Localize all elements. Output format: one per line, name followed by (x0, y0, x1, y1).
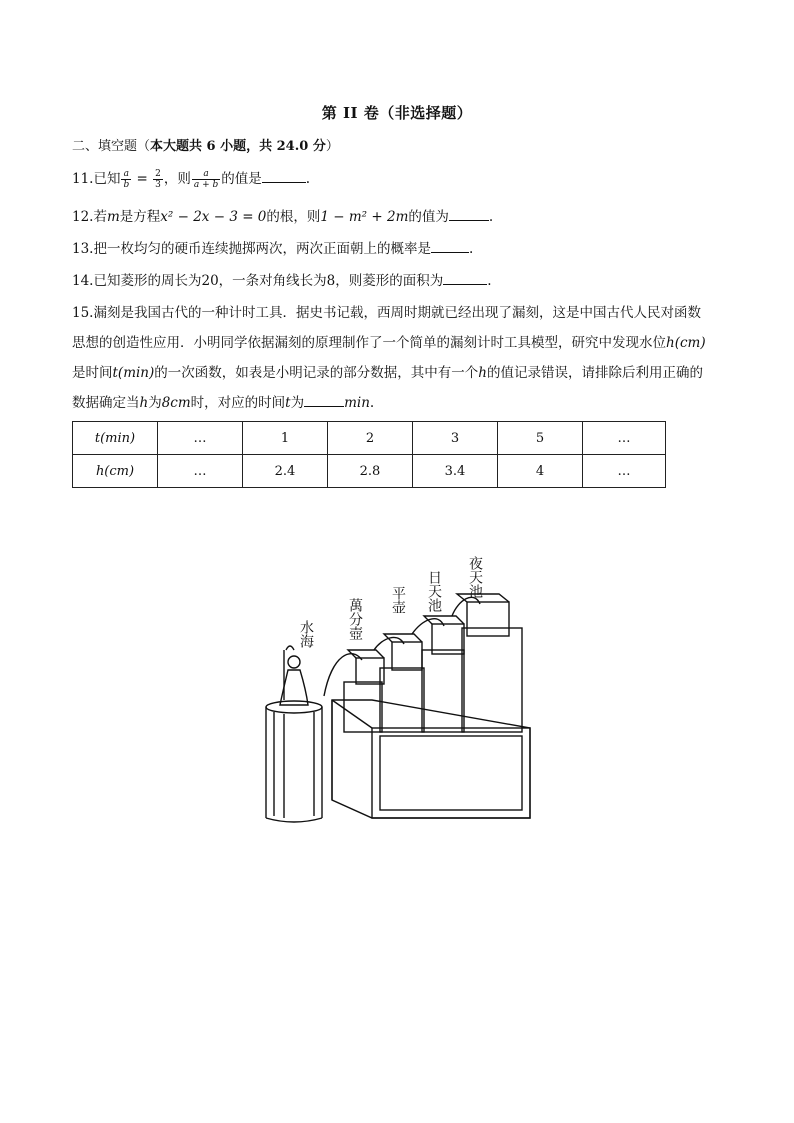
table-cell: 4 (498, 455, 583, 488)
q15-number: 15. (72, 305, 94, 321)
fill-section-heading (72, 135, 339, 154)
fill-section-prefix: 二、填空题（ (72, 139, 151, 154)
q15-line-4 (72, 388, 724, 418)
q15-line4-text-a: 数据确定当 (72, 395, 140, 411)
table-header-h: h(cm) (73, 455, 158, 488)
q15-line4-text-d: 为 (290, 395, 305, 411)
q11-number: 11. (72, 171, 94, 187)
base-side (332, 700, 530, 818)
q12-answer-blank[interactable] (449, 206, 489, 221)
question-12 (72, 206, 493, 227)
table-cell: … (158, 422, 243, 455)
ping-hu-tank (392, 642, 422, 670)
q15-var-t-min: t(min) (112, 365, 155, 381)
q15-var-h-cm: h(cm) (666, 335, 706, 351)
label-shuihai: 水海 (298, 620, 314, 648)
q14-perimeter: 20 (201, 273, 219, 289)
q15-line3-text-b: 的一次函数，如表是小明记录的部分数据，其中有一个 (154, 365, 479, 381)
q15-line-3 (72, 358, 724, 388)
q15-line4-value: 8cm (161, 395, 191, 411)
q12-equation: x² − 2x − 3 = 0 (160, 209, 267, 225)
q15-line-1 (72, 298, 724, 328)
table-row-h (73, 455, 666, 488)
data-table (72, 421, 666, 488)
water-clock-illustration (262, 550, 534, 825)
q12-text-d: 的值为 (408, 209, 449, 225)
q13-text: 把一枚均匀的硬币连续抛掷两次，两次正面朝上的概率是 (93, 241, 431, 257)
q11-frac2-num: 2 (155, 169, 161, 179)
table-row-t (73, 422, 666, 455)
q11-frac1-den: b (123, 180, 130, 190)
q13-number: 13. (72, 241, 94, 257)
question-11 (72, 168, 310, 190)
q12-text-a: 若 (93, 209, 107, 225)
q15-line4-var-h: h (139, 395, 149, 411)
q11-eq: = (132, 171, 153, 187)
table-cell: … (583, 455, 666, 488)
table-cell: 3 (413, 422, 498, 455)
table-cell: 5 (498, 422, 583, 455)
q12-expression: 1 − m² + 2m (320, 209, 409, 225)
ye-tian-chi-tank (467, 602, 509, 636)
q15-answer-blank[interactable] (304, 392, 344, 407)
q14-diagonal: 8 (326, 273, 336, 289)
q11-end: . (305, 171, 311, 187)
base-front-box (372, 728, 530, 818)
question-14 (72, 270, 492, 291)
question-13 (72, 238, 473, 259)
q11-text-c: 的值是 (221, 171, 262, 187)
q12-end: . (488, 209, 494, 225)
q15-line4-text-b: 为 (148, 395, 162, 411)
table-header-t: t(min) (73, 422, 158, 455)
q13-answer-blank[interactable] (431, 238, 469, 253)
q11-text-a: 已知 (93, 171, 121, 187)
q15-line3-text-a: 是时间 (72, 365, 113, 381)
q15-line4-var-t: t (285, 395, 291, 411)
q14-text-a: 已知菱形的周长为 (93, 273, 202, 289)
fill-section-info: 本大题共 6 小题，共 24.0 分 (150, 139, 326, 154)
q11-frac3-den: a + b (193, 180, 219, 190)
q13-end: . (468, 241, 474, 257)
fill-section-suffix: ） (325, 139, 339, 154)
q15-line2-text: 思想的创造性应用．小明同学依据漏刻的原理制作了一个简单的漏刻计时工具模型，研究中发现水位 (72, 335, 666, 351)
q15-line1-text: 漏刻是我国古代的一种计时工具．据史书记载，西周时期就已经出现了漏刻，这是中国古代人民对函数 (93, 305, 701, 321)
table-cell: 2 (328, 422, 413, 455)
q14-answer-blank[interactable] (443, 270, 487, 285)
q15-line4-unit: min (344, 395, 370, 411)
q15-line3-text-c: 的值记录错误，请排除后利用正确的 (486, 365, 703, 381)
table-cell: 2.8 (328, 455, 413, 488)
table-cell: 3.4 (413, 455, 498, 488)
label-pingqu: 平壶 (390, 586, 406, 614)
q11-fraction-a-over-b (121, 169, 131, 190)
q15-var-h: h (478, 365, 487, 381)
q15-line-2 (72, 328, 724, 358)
q12-var-m: m (106, 209, 120, 225)
q12-text-b: 是方程 (119, 209, 161, 225)
section-title: 第 II 卷（非选择题） (321, 104, 473, 122)
q11-frac1-num: a (121, 169, 131, 180)
label-ritianchi: 日天池 (426, 570, 442, 612)
q14-text-c: ，则菱形的面积为 (335, 273, 444, 289)
q11-fraction-two-thirds (153, 169, 163, 190)
q11-frac2-den: 3 (155, 180, 161, 190)
q14-text-b: ，一条对角线长为 (218, 273, 327, 289)
q11-frac3-num: a (192, 169, 220, 180)
question-15 (72, 298, 724, 418)
q14-number: 14. (72, 273, 94, 289)
q11-text-b: ，则 (163, 171, 191, 187)
q15-line4-end: . (369, 395, 375, 411)
q12-text-c: 的根，则 (266, 209, 321, 225)
table-cell: 1 (243, 422, 328, 455)
table-cell: 2.4 (243, 455, 328, 488)
q11-fraction-a-over-apb (192, 169, 220, 190)
q12-number: 12. (72, 209, 94, 225)
q15-line4-text-c: 时，对应的时间 (190, 395, 286, 411)
label-wanfenhu: 萬分壺 (347, 598, 363, 640)
label-yetianchi: 夜天池 (467, 556, 483, 598)
q11-answer-blank[interactable] (262, 168, 306, 183)
table-cell: … (583, 422, 666, 455)
table-cell: … (158, 455, 243, 488)
q14-end: . (487, 273, 492, 289)
